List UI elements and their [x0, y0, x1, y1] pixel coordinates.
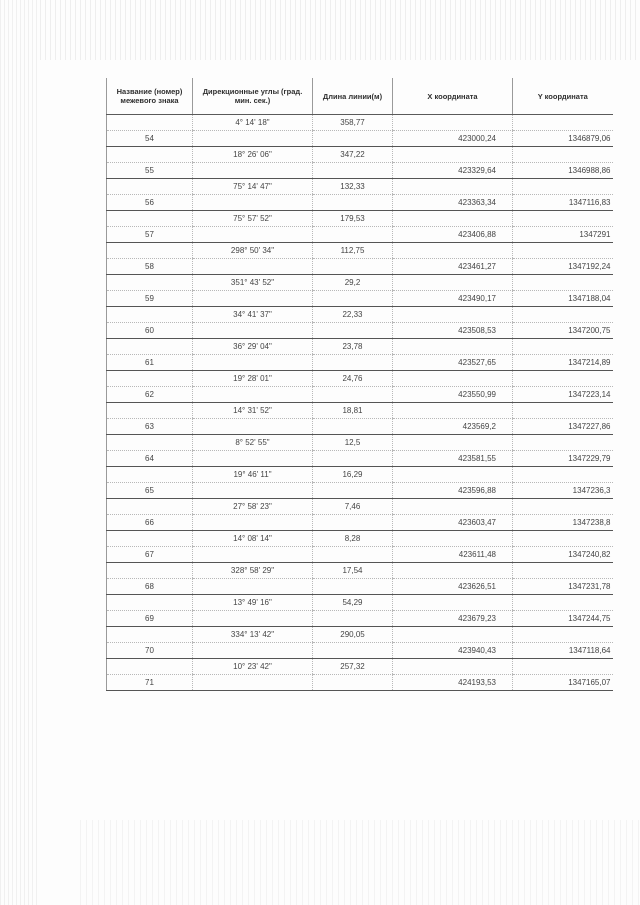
- point-row: [107, 451, 613, 467]
- bearing-cell: [193, 451, 313, 467]
- length-cell: 358,77: [313, 115, 393, 131]
- marker-name-cell: 67: [107, 547, 193, 563]
- y-coordinate-cell: [513, 147, 613, 163]
- bearing-cell: [193, 483, 313, 499]
- y-coordinate-cell: [513, 243, 613, 259]
- x-coordinate-cell: 423406,88: [393, 227, 513, 243]
- header-row: [107, 78, 613, 115]
- x-coordinate-cell: [393, 115, 513, 131]
- marker-name-cell: 64: [107, 451, 193, 467]
- bearing-cell: 8° 52' 55": [193, 435, 313, 451]
- x-coordinate-cell: 423611,48: [393, 547, 513, 563]
- length-cell: [313, 675, 393, 691]
- bearing-cell: [193, 131, 313, 147]
- y-coordinate-cell: 1347240,82: [513, 547, 613, 563]
- bearing-cell: [193, 675, 313, 691]
- length-cell: [313, 291, 393, 307]
- x-coordinate-cell: 423461,27: [393, 259, 513, 275]
- x-coordinate-cell: 423569,2: [393, 419, 513, 435]
- bearing-cell: 34° 41' 37": [193, 307, 313, 323]
- length-cell: 179,53: [313, 211, 393, 227]
- length-cell: 23,78: [313, 339, 393, 355]
- marker-name-cell: 63: [107, 419, 193, 435]
- line-row: [107, 467, 613, 483]
- length-cell: [313, 579, 393, 595]
- length-cell: 347,22: [313, 147, 393, 163]
- y-coordinate-cell: 1347223,14: [513, 387, 613, 403]
- y-coordinate-cell: 1347116,83: [513, 195, 613, 211]
- line-row: [107, 563, 613, 579]
- line-row: [107, 499, 613, 515]
- line-row: [107, 403, 613, 419]
- marker-name-cell: 54: [107, 131, 193, 147]
- point-row: [107, 547, 613, 563]
- marker-name-cell: [107, 275, 193, 291]
- x-coordinate-cell: 424193,53: [393, 675, 513, 691]
- length-cell: 18,81: [313, 403, 393, 419]
- x-coordinate-cell: [393, 179, 513, 195]
- point-row: [107, 291, 613, 307]
- y-coordinate-cell: [513, 467, 613, 483]
- bearing-cell: 298° 50' 34": [193, 243, 313, 259]
- marker-name-cell: 57: [107, 227, 193, 243]
- point-row: [107, 227, 613, 243]
- marker-name-cell: [107, 659, 193, 675]
- header-y-coordinate: Y координата: [513, 78, 613, 115]
- y-coordinate-cell: [513, 627, 613, 643]
- length-cell: [313, 547, 393, 563]
- marker-name-cell: 69: [107, 611, 193, 627]
- x-coordinate-cell: [393, 243, 513, 259]
- marker-name-cell: [107, 627, 193, 643]
- marker-name-cell: 71: [107, 675, 193, 691]
- point-row: [107, 515, 613, 531]
- length-cell: [313, 227, 393, 243]
- length-cell: [313, 515, 393, 531]
- bearing-cell: 75° 57' 52": [193, 211, 313, 227]
- length-cell: [313, 259, 393, 275]
- length-cell: 290,05: [313, 627, 393, 643]
- bearing-cell: 27° 58' 23": [193, 499, 313, 515]
- length-cell: 17,54: [313, 563, 393, 579]
- length-cell: [313, 195, 393, 211]
- y-coordinate-cell: 1347231,78: [513, 579, 613, 595]
- line-row: [107, 243, 613, 259]
- x-coordinate-cell: 423626,51: [393, 579, 513, 595]
- point-row: [107, 643, 613, 659]
- bearing-cell: [193, 227, 313, 243]
- bearing-cell: 14° 08' 14": [193, 531, 313, 547]
- y-coordinate-cell: [513, 659, 613, 675]
- bearing-cell: 10° 23' 42": [193, 659, 313, 675]
- x-coordinate-cell: 423527,65: [393, 355, 513, 371]
- scan-noise-top: [40, 0, 640, 60]
- bearing-cell: 36° 29' 04": [193, 339, 313, 355]
- bearing-cell: 351° 43' 52": [193, 275, 313, 291]
- y-coordinate-cell: [513, 211, 613, 227]
- y-coordinate-cell: 1346988,86: [513, 163, 613, 179]
- scan-noise-left: [0, 0, 40, 905]
- marker-name-cell: 62: [107, 387, 193, 403]
- point-row: [107, 387, 613, 403]
- length-cell: [313, 483, 393, 499]
- marker-name-cell: 55: [107, 163, 193, 179]
- length-cell: 54,29: [313, 595, 393, 611]
- point-row: [107, 579, 613, 595]
- point-row: [107, 323, 613, 339]
- line-row: [107, 147, 613, 163]
- line-row: [107, 627, 613, 643]
- y-coordinate-cell: 1347200,75: [513, 323, 613, 339]
- x-coordinate-cell: [393, 211, 513, 227]
- y-coordinate-cell: [513, 339, 613, 355]
- y-coordinate-cell: [513, 531, 613, 547]
- marker-name-cell: [107, 115, 193, 131]
- length-cell: 8,28: [313, 531, 393, 547]
- bearing-cell: 4° 14' 18": [193, 115, 313, 131]
- x-coordinate-cell: 423679,23: [393, 611, 513, 627]
- bearing-cell: 19° 28' 01": [193, 371, 313, 387]
- table-header: [107, 78, 613, 115]
- marker-name-cell: [107, 371, 193, 387]
- length-cell: [313, 163, 393, 179]
- bearing-cell: 13° 49' 16": [193, 595, 313, 611]
- y-coordinate-cell: 1346879,06: [513, 131, 613, 147]
- length-cell: 22,33: [313, 307, 393, 323]
- y-coordinate-cell: 1347236,3: [513, 483, 613, 499]
- header-bearing-angles: Дирекционные углы (град. мин. сек.): [193, 78, 313, 115]
- line-row: [107, 595, 613, 611]
- point-row: [107, 355, 613, 371]
- line-row: [107, 211, 613, 227]
- y-coordinate-cell: [513, 403, 613, 419]
- x-coordinate-cell: [393, 403, 513, 419]
- y-coordinate-cell: 1347214,89: [513, 355, 613, 371]
- line-row: [107, 307, 613, 323]
- bearing-cell: 14° 31' 52": [193, 403, 313, 419]
- x-coordinate-cell: [393, 339, 513, 355]
- length-cell: 12,5: [313, 435, 393, 451]
- length-cell: 112,75: [313, 243, 393, 259]
- marker-name-cell: 70: [107, 643, 193, 659]
- point-row: [107, 675, 613, 691]
- marker-name-cell: 56: [107, 195, 193, 211]
- bearing-cell: [193, 259, 313, 275]
- x-coordinate-cell: [393, 563, 513, 579]
- x-coordinate-cell: [393, 595, 513, 611]
- x-coordinate-cell: [393, 371, 513, 387]
- point-row: [107, 611, 613, 627]
- y-coordinate-cell: 1347165,07: [513, 675, 613, 691]
- length-cell: 7,46: [313, 499, 393, 515]
- x-coordinate-cell: [393, 659, 513, 675]
- y-coordinate-cell: [513, 435, 613, 451]
- bearing-cell: [193, 547, 313, 563]
- marker-name-cell: [107, 211, 193, 227]
- x-coordinate-cell: 423490,17: [393, 291, 513, 307]
- x-coordinate-cell: [393, 147, 513, 163]
- length-cell: 16,29: [313, 467, 393, 483]
- line-row: [107, 339, 613, 355]
- y-coordinate-cell: [513, 307, 613, 323]
- bearing-cell: [193, 355, 313, 371]
- x-coordinate-cell: [393, 435, 513, 451]
- marker-name-cell: [107, 499, 193, 515]
- line-row: [107, 115, 613, 131]
- bearing-cell: 334° 13' 42": [193, 627, 313, 643]
- bearing-cell: [193, 291, 313, 307]
- bearing-cell: 19° 46' 11": [193, 467, 313, 483]
- y-coordinate-cell: 1347227,86: [513, 419, 613, 435]
- y-coordinate-cell: 1347244,75: [513, 611, 613, 627]
- x-coordinate-cell: 423596,88: [393, 483, 513, 499]
- bearing-cell: [193, 419, 313, 435]
- y-coordinate-cell: 1347188,04: [513, 291, 613, 307]
- bearing-cell: 18° 26' 06": [193, 147, 313, 163]
- x-coordinate-cell: 423329,64: [393, 163, 513, 179]
- bearing-cell: 75° 14' 47": [193, 179, 313, 195]
- line-row: [107, 435, 613, 451]
- marker-name-cell: [107, 531, 193, 547]
- line-row: [107, 179, 613, 195]
- bearing-cell: [193, 387, 313, 403]
- marker-name-cell: 66: [107, 515, 193, 531]
- x-coordinate-cell: [393, 307, 513, 323]
- line-row: [107, 531, 613, 547]
- marker-name-cell: [107, 179, 193, 195]
- line-row: [107, 275, 613, 291]
- y-coordinate-cell: [513, 275, 613, 291]
- line-row: [107, 371, 613, 387]
- bearing-cell: [193, 611, 313, 627]
- length-cell: [313, 611, 393, 627]
- bearing-cell: [193, 579, 313, 595]
- marker-name-cell: 59: [107, 291, 193, 307]
- marker-name-cell: 65: [107, 483, 193, 499]
- x-coordinate-cell: [393, 531, 513, 547]
- marker-name-cell: [107, 147, 193, 163]
- marker-name-cell: [107, 467, 193, 483]
- y-coordinate-cell: [513, 115, 613, 131]
- point-row: [107, 131, 613, 147]
- x-coordinate-cell: [393, 627, 513, 643]
- x-coordinate-cell: 423508,53: [393, 323, 513, 339]
- y-coordinate-cell: 1347118,64: [513, 643, 613, 659]
- y-coordinate-cell: 1347291: [513, 227, 613, 243]
- point-row: [107, 419, 613, 435]
- length-cell: 132,33: [313, 179, 393, 195]
- bearing-cell: [193, 195, 313, 211]
- length-cell: [313, 643, 393, 659]
- marker-name-cell: 60: [107, 323, 193, 339]
- x-coordinate-cell: [393, 275, 513, 291]
- length-cell: 257,32: [313, 659, 393, 675]
- length-cell: 29,2: [313, 275, 393, 291]
- y-coordinate-cell: [513, 179, 613, 195]
- y-coordinate-cell: [513, 595, 613, 611]
- length-cell: [313, 451, 393, 467]
- marker-name-cell: [107, 307, 193, 323]
- bearing-cell: [193, 643, 313, 659]
- header-line-length: Длина линии(м): [313, 78, 393, 115]
- marker-name-cell: [107, 595, 193, 611]
- length-cell: 24,76: [313, 371, 393, 387]
- x-coordinate-cell: 423581,55: [393, 451, 513, 467]
- header-marker-name: Название (номер) межевого знака: [107, 78, 193, 115]
- x-coordinate-cell: 423000,24: [393, 131, 513, 147]
- x-coordinate-cell: 423363,34: [393, 195, 513, 211]
- length-cell: [313, 323, 393, 339]
- bearing-cell: 328° 58' 29": [193, 563, 313, 579]
- marker-name-cell: [107, 563, 193, 579]
- line-row: [107, 659, 613, 675]
- point-row: [107, 259, 613, 275]
- y-coordinate-cell: [513, 563, 613, 579]
- x-coordinate-cell: 423603,47: [393, 515, 513, 531]
- x-coordinate-cell: 423940,43: [393, 643, 513, 659]
- scan-noise-bottom: [80, 820, 640, 905]
- y-coordinate-cell: 1347192,24: [513, 259, 613, 275]
- marker-name-cell: [107, 339, 193, 355]
- x-coordinate-cell: [393, 499, 513, 515]
- x-coordinate-cell: [393, 467, 513, 483]
- marker-name-cell: [107, 403, 193, 419]
- length-cell: [313, 131, 393, 147]
- point-row: [107, 163, 613, 179]
- length-cell: [313, 355, 393, 371]
- marker-name-cell: [107, 435, 193, 451]
- length-cell: [313, 419, 393, 435]
- marker-name-cell: [107, 243, 193, 259]
- bearing-cell: [193, 163, 313, 179]
- x-coordinate-cell: 423550,99: [393, 387, 513, 403]
- marker-name-cell: 58: [107, 259, 193, 275]
- point-row: [107, 195, 613, 211]
- bearing-cell: [193, 515, 313, 531]
- y-coordinate-cell: 1347229,79: [513, 451, 613, 467]
- header-x-coordinate: X координата: [393, 78, 513, 115]
- table-body: [107, 115, 613, 691]
- boundary-coordinates-table: [106, 78, 613, 691]
- bearing-cell: [193, 323, 313, 339]
- y-coordinate-cell: [513, 499, 613, 515]
- marker-name-cell: 61: [107, 355, 193, 371]
- y-coordinate-cell: 1347238,8: [513, 515, 613, 531]
- marker-name-cell: 68: [107, 579, 193, 595]
- length-cell: [313, 387, 393, 403]
- point-row: [107, 483, 613, 499]
- y-coordinate-cell: [513, 371, 613, 387]
